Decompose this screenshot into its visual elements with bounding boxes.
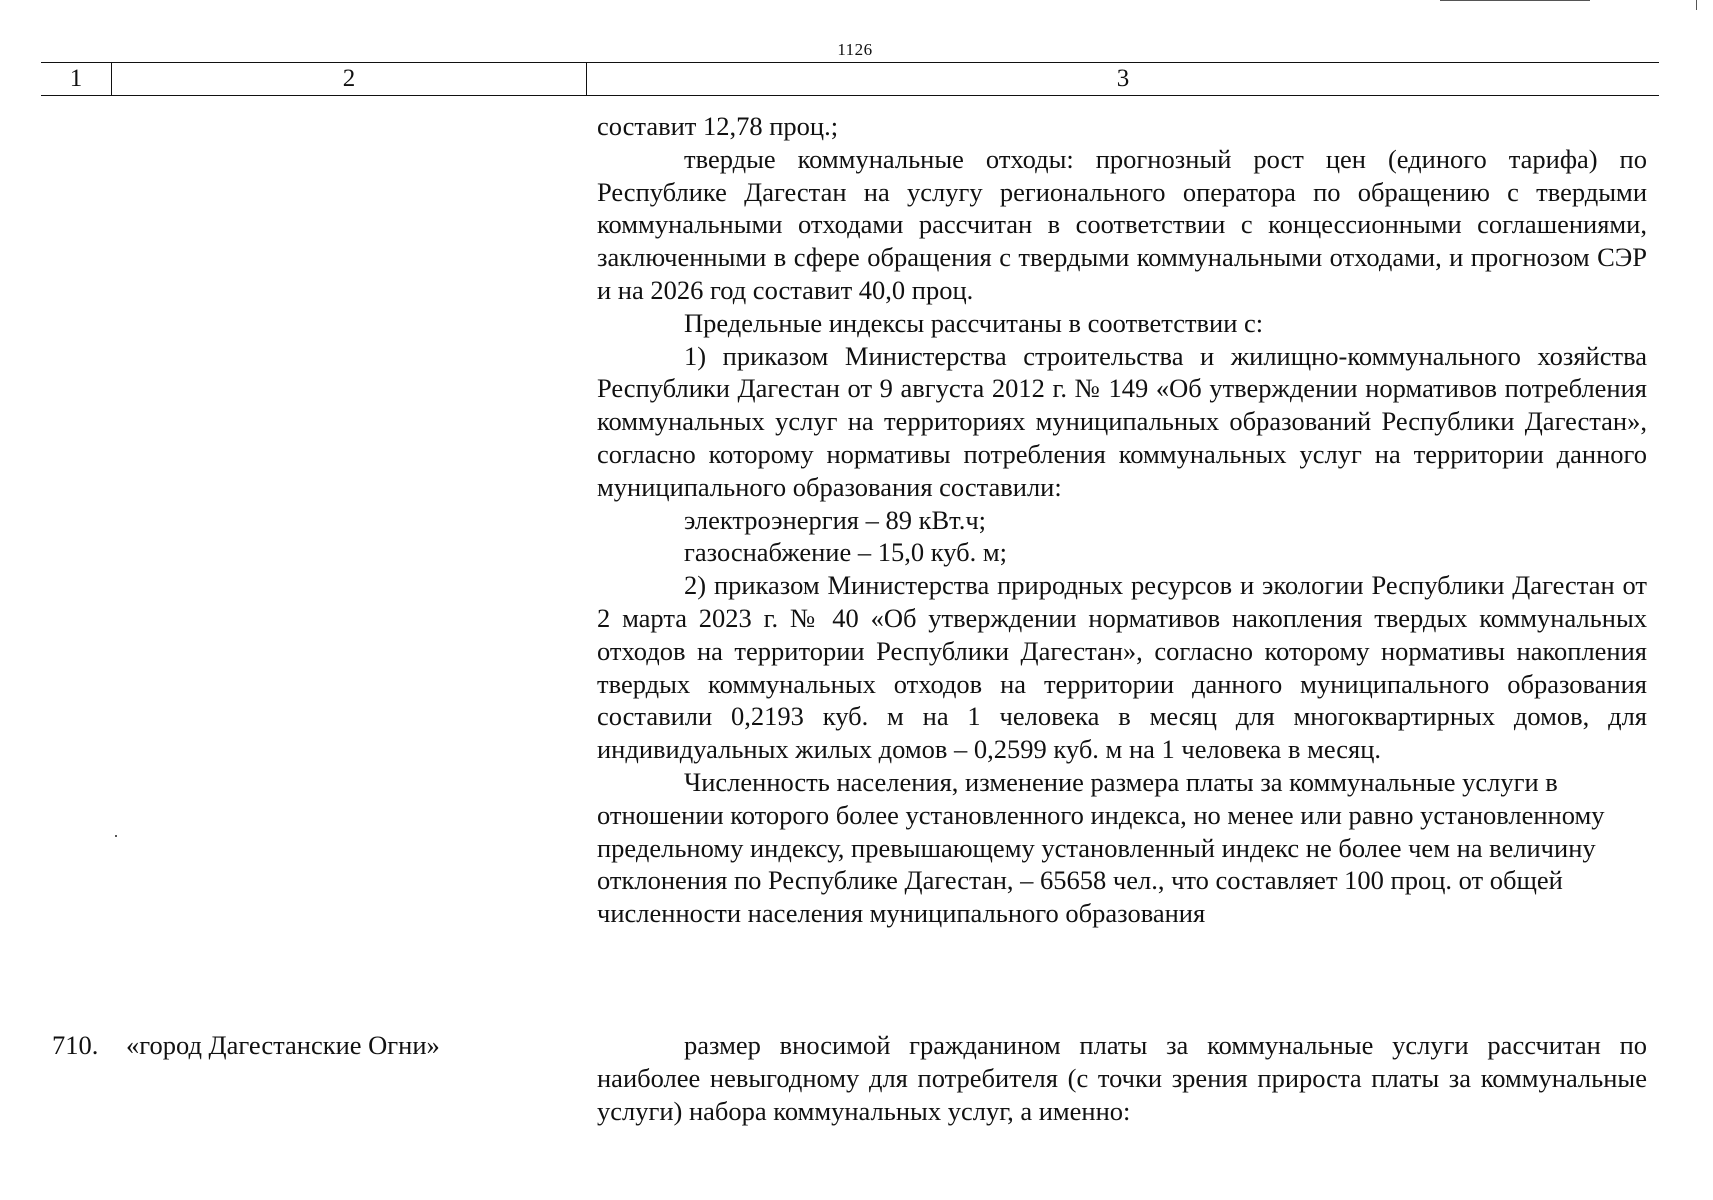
paragraph-gas: газоснабжение – 15,0 куб. м; bbox=[684, 537, 1007, 568]
column-1-header: 1 bbox=[41, 63, 112, 95]
paragraph-limit-indices: Предельные индексы рассчитаны в соответствии с: bbox=[684, 307, 1264, 338]
paragraph-order-2: 2) приказом Министерства природных ресурсов и экологии Республики Дагестан от 2 марта 2023 г. № 40 «Об утверждении нормативов накопления твердых коммунальных отходов на территории Республики Дагестан», согласно которому нормативы накопления твердых коммунальных отходов на территории данного муниципального образования составили 0,2193 куб. м на 1 человека в месяц для многоквартирных домов, для индивидуальных жилых домов – 0,2599 куб. м на 1 человека в месяц. bbox=[597, 570, 1647, 765]
page-number: 1126 bbox=[837, 40, 873, 59]
scan-mark-corner bbox=[1696, 0, 1697, 10]
paragraph-order-1: 1) приказом Министерства строительства и жилищно-коммунального хозяйства Республики Дагестан от 9 августа 2012 г. № 149 «Об утверждении нормативов потребления коммунальных услуг на территориях муниципальных образований Республики Дагестан», согласно которому нормативы потребления коммунальных услуг на территории данного муниципального образования составили: bbox=[597, 340, 1647, 502]
paragraph-solid-waste: твердые коммунальные отходы: прогнозный рост цен (единого тарифа) по Республике Дагестан на услугу регионального оператора по обращению с твердыми коммунальными отходами рассчитан в соответствии с концессионными соглашениями, заключенными в сфере обращения с твердыми коммунальными отходами, и прогнозом СЭР и на 2026 год составит 40,0 проц. bbox=[597, 143, 1647, 305]
continued-text-block bbox=[597, 110, 1647, 930]
paragraph-population: Численность населения, изменение размера платы за коммунальные услуги в отношении которого более установленного индекса, но менее или равно установленному предельному индексу, превышающему установленный индекс не более чем на величину отклонения по Республике Дагестан, – 65658 чел., что составляет 100 проц. от общей численности населения муниципального образования bbox=[597, 766, 1605, 929]
column-3-header: 3 bbox=[1116, 65, 1130, 92]
column-2-header: 2 bbox=[112, 63, 587, 95]
scan-dot bbox=[115, 835, 117, 837]
paragraph-electricity: электроэнергия – 89 кВт.ч; bbox=[684, 504, 987, 535]
scan-mark-top bbox=[1440, 0, 1590, 1]
paragraph-entry-710: размер вносимой гражданином платы за коммунальные услуги рассчитан по наиболее невыгодному для потребителя (с точки зрения прироста платы за коммунальные услуги) набора коммунальных услуг, а именно: bbox=[597, 1030, 1647, 1126]
entry-number: 710. bbox=[52, 1030, 99, 1060]
table-header bbox=[41, 62, 1659, 96]
entry-text-block bbox=[597, 1029, 1647, 1127]
paragraph-continuation: составит 12,78 проц.; bbox=[597, 111, 839, 141]
municipality-name: «город Дагестанские Огни» bbox=[126, 1030, 440, 1060]
